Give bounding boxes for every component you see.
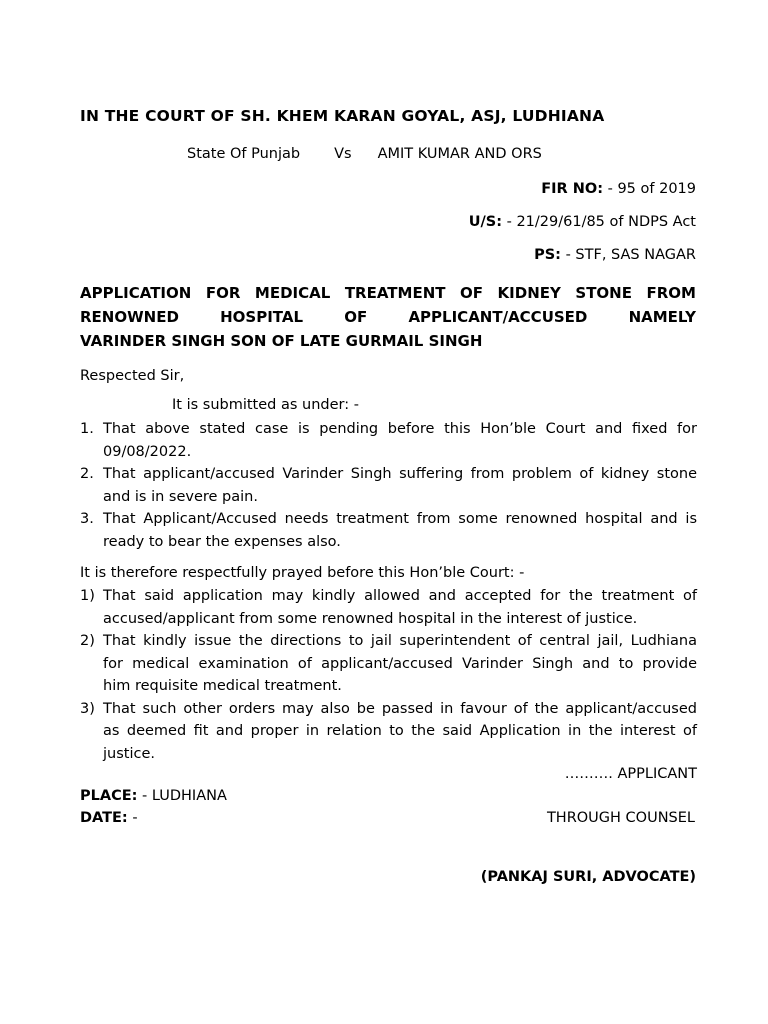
item-line: accused/applicant from some renowned hospital in the interest of justice. [103,610,638,627]
list-item [80,463,697,508]
case-parties [187,146,542,162]
ps-value: - STF, SAS NAGAR [560,247,696,263]
salutation: Respected Sir, [80,368,185,384]
submitted-intro: It is submitted as under: - [172,397,359,413]
item-number: 3) [80,700,95,717]
under-section [469,214,696,230]
item-line: as deemed fit and proper in relation to the said Application in the interest of [103,723,697,739]
item-line: and is in severe pain. [103,488,258,505]
prayer-intro: It is therefore respectfully prayed before this Hon’ble Court: - [80,565,525,581]
date-line [80,810,138,826]
court-title: IN THE COURT OF SH. KHEM KARAN GOYAL, ASJ, LUDHIANA [80,107,605,125]
prayers-list [80,585,697,765]
item-line: ready to bear the expenses also. [103,533,341,550]
subject-line: APPLICATION FOR MEDICAL TREATMENT OF KIDNEY STONE FROM [80,284,696,302]
item-line: That kindly issue the directions to jail superintendent of central jail, Ludhiana [103,633,697,649]
application-subject [80,281,696,353]
fir-value: - 95 of 2019 [603,181,696,197]
place-line [80,788,227,804]
item-line: him requisite medical treatment. [103,678,342,694]
item-number: 2. [80,466,94,482]
fir-number [541,181,696,197]
through-counsel: THROUGH COUNSEL [546,810,695,826]
place-value: - LUDHIANA [137,788,227,804]
versus-text: Vs [334,146,352,162]
item-line: That applicant/accused Varinder Singh suffering from problem of kidney stone [103,466,697,482]
item-line: justice. [103,745,155,762]
item-number: 1. [80,421,94,437]
item-line: That such other orders may also be passed in favour of the applicant/accused [103,700,697,717]
ps-label: PS: [534,247,561,263]
list-item [80,698,697,766]
item-number: 2) [80,633,95,649]
facts-list [80,418,697,553]
advocate-name: (PANKAJ SURI, ADVOCATE) [480,869,696,885]
item-line: That above stated case is pending before this Hon’ble Court and fixed for [103,421,697,437]
us-label: U/S: [468,214,502,230]
subject-line: VARINDER SINGH SON OF LATE GURMAIL SINGH [80,332,483,350]
police-station [534,247,696,263]
party-accused: AMIT KUMAR AND ORS [377,146,542,162]
applicant-signature-line: ………. APPLICANT [564,766,697,782]
item-line: 09/08/2022. [103,443,192,460]
party-state: State Of Punjab [187,146,301,162]
date-value: - [127,810,138,826]
list-item [80,418,697,463]
item-number: 1) [80,588,95,604]
item-number: 3. [80,511,94,527]
item-line: for medical examination of applicant/accused Varinder Singh and to provide [103,655,697,672]
date-label: DATE: [80,810,128,826]
list-item [80,508,697,553]
place-label: PLACE: [80,788,138,804]
list-item [80,585,697,630]
item-line: That Applicant/Accused needs treatment from some renowned hospital and is [103,511,697,527]
list-item [80,630,697,698]
fir-label: FIR NO: [541,181,603,197]
subject-line: RENOWNED HOSPITAL OF APPLICANT/ACCUSED NAMELY [80,308,696,326]
us-value: - 21/29/61/85 of NDPS Act [502,214,696,230]
item-line: That said application may kindly allowed and accepted for the treatment of [103,588,697,604]
